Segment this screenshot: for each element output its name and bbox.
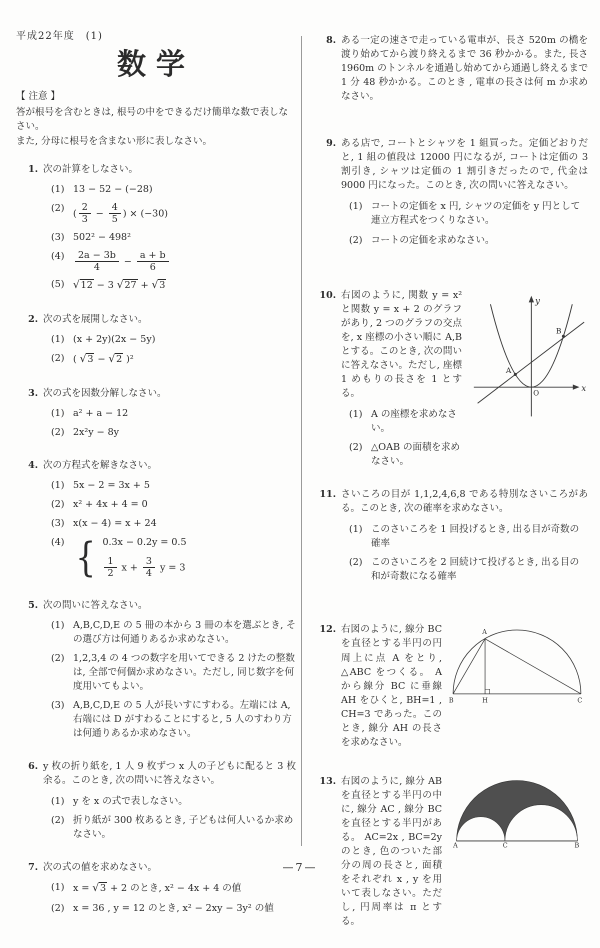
item-expression: $\frac{2a - 3b}{4}$ − $\frac{a + b}{6}$	[73, 250, 296, 274]
problem-lead: ある店で, コートとシャツを 1 組買った。定価どおりだと, 1 組の値段は 12000 円になるが, コートは定価の 3 割引き, シャツは定価の 1 割引きだったので, 代金は 9000 円になった。このとき, 次の問いに答えなさい。	[341, 138, 588, 192]
item-label: (2)	[51, 652, 65, 664]
notice-line: また, 分母に根号を含まない形に表しなさい。	[16, 135, 213, 147]
problem-item	[51, 652, 296, 694]
page-header: 平成22年度 (1)	[16, 31, 103, 42]
problem-item	[51, 699, 296, 741]
item-text: y を x の式で表しなさい。	[73, 796, 188, 808]
problem-title: 次の式を因数分解しなさい。	[43, 387, 167, 399]
problem-item	[51, 536, 296, 580]
item-label: (2)	[51, 353, 65, 365]
item-text: 1,2,3,4 の 4 つの数字を用いてできる 2 けたの整数は, 全部で何個か求めなさい。ただし, 同じ数字を何度用いてもよい。	[73, 652, 295, 692]
item-label: (2)	[51, 498, 65, 510]
graph-point-b-label: B	[555, 325, 562, 335]
problem-title: 次の方程式を解きなさい。	[43, 459, 158, 471]
item-label: (3)	[51, 699, 65, 711]
item-text: A,B,C,D,E の 5 冊の本から 3 冊の本を選ぶとき, その選び方は何通りあるか求めなさい。	[73, 619, 296, 645]
problem-10	[314, 289, 588, 475]
item-label: (1)	[51, 479, 65, 491]
item-expression: ( $\frac{2}{3}$ − $\frac{4}{5}$ ) × (−30)	[73, 201, 168, 226]
problem-number: 4.	[28, 459, 38, 471]
item-label: (4)	[51, 536, 65, 548]
item-text: A の座標を求めなさい。	[371, 408, 457, 434]
graph-origin-label: O	[533, 388, 540, 398]
figure-point-b-label: B	[574, 841, 580, 848]
item-label: (2)	[349, 442, 363, 454]
problem-item	[349, 523, 588, 551]
problem-12	[314, 623, 588, 756]
problem-lead: ある一定の速さで走っている電車が、長さ 520m の橋を渡り始めてから渡り終えるまで 36 秒かかる。また, 長さ 1960m のトンネルを通過し始めてから通過し終えるまで 1 分 48 秒かかる。このとき , 電車の長さは何 m か求めなさい。	[341, 35, 588, 103]
item-label: (2)	[51, 815, 65, 827]
semicircle-arc	[453, 630, 581, 694]
item-text: △OAB の面積を求めなさい。	[371, 442, 460, 468]
problem-9	[314, 137, 588, 252]
problem-2	[16, 313, 296, 373]
problem-title: 次の式を展開しなさい。	[43, 313, 148, 325]
item-expression: 502² − 498²	[73, 231, 131, 243]
problem-1	[16, 163, 296, 299]
problem-lead: y 枚の折り紙を, 1 人 9 枚ずつ x 人の子どもに配ると 3 枚余る。このとき, 次の問いに答えなさい。	[43, 761, 296, 787]
item-expression: x = √3 + 2 のとき, x² − 4x + 4 の値	[73, 882, 242, 895]
problem-item	[349, 441, 462, 469]
problem-number: 13.	[319, 775, 336, 787]
item-label: (1)	[349, 201, 363, 213]
item-label: (2)	[51, 902, 65, 914]
item-expression: x = 36 , y = 12 のとき, x² − 2xy − 3y² の値	[73, 902, 274, 914]
semicircle-triangle-figure	[446, 625, 588, 705]
left-column	[16, 30, 296, 933]
problem-item	[51, 250, 296, 274]
item-label: (2)	[349, 557, 363, 569]
problem-item	[51, 278, 296, 293]
figure-point-a-label: A	[453, 841, 458, 848]
system-equation: 0.3x − 0.2y = 0.5	[102, 536, 187, 548]
function-graph-figure	[470, 291, 588, 423]
segment-ba	[453, 639, 485, 694]
problem-3	[16, 387, 296, 445]
problem-item	[51, 814, 296, 842]
problem-6	[16, 760, 296, 847]
notice-line: 答が根号を含むときは, 根号の中をできるだけ簡単な数で表しなさい。	[16, 106, 289, 132]
figure-point-h-label: H	[482, 696, 488, 705]
item-label: (5)	[51, 279, 65, 291]
problem-number: 10.	[319, 289, 336, 301]
equation-system	[73, 536, 187, 580]
item-expression: (x + 2y)(2x − 5y)	[73, 334, 156, 345]
item-expression: 2x²y − 8y	[73, 426, 119, 438]
graph-point-a-label: A	[505, 365, 512, 375]
problem-item	[51, 881, 296, 896]
problem-item	[349, 556, 588, 584]
item-label: (3)	[51, 517, 65, 529]
problem-item	[51, 426, 296, 440]
problem-number: 6.	[28, 761, 38, 773]
problem-title: 次の計算をしなさい。	[43, 163, 139, 175]
problem-number: 5.	[28, 599, 38, 611]
problem-number: 11.	[319, 489, 336, 501]
graph-y-label: y	[535, 294, 540, 305]
item-text: 折り紙が 300 枚あるとき, 子どもは何人いるか求めなさい。	[73, 815, 294, 841]
shaded-semicircles-figure	[446, 777, 588, 848]
problem-item	[51, 231, 296, 245]
item-label: (1)	[51, 619, 65, 631]
problem-title: 次の式の値を求めなさい。	[43, 862, 158, 874]
problem-13	[314, 775, 588, 937]
problem-item	[51, 619, 296, 647]
notice-label: 【 注意 】	[16, 90, 61, 102]
right-angle-mark	[485, 690, 490, 695]
segment-ac	[485, 639, 581, 694]
problem-11	[314, 488, 588, 589]
x-axis-arrow-icon	[573, 384, 580, 389]
problem-item	[51, 202, 296, 226]
problem-lead: 右図のように, 関数 y = x² と関数 y = x + 2 のグラフがあり, 2 つのグラフの交点を, x 座標の小さい順に A,B とする。このとき, 次の問いに答えなさい。ただし, 座標 1 めもりの長さを 1 とする。	[341, 289, 462, 399]
item-expression: 5x − 2 = 3x + 5	[73, 479, 150, 491]
item-text: コートの定価を x 円, シャツの定価を y 円として連立方程式をつくりなさい。	[371, 201, 581, 227]
item-text: コートの定価を求めなさい。	[371, 234, 495, 246]
item-label: (1)	[51, 407, 65, 419]
system-equation: $\frac{1}{2}$ x + $\frac{3}{4}$ y = 3	[102, 556, 186, 580]
problem-number: 3.	[28, 387, 38, 399]
problem-item	[51, 498, 296, 512]
system-brace: {	[75, 534, 96, 581]
item-expression: √12 − 3 √27 + √3	[73, 279, 166, 292]
problem-item	[51, 479, 296, 493]
problem-lead: 右図のように, 線分 BC を直径とする半円の円周上に点 A をとり, △ABC をつくる。 A から線分 BC に垂線 AH をひくと, BH=1 , CH=3 であった。このとき, 線分 AH の長さを求めなさい。	[341, 624, 442, 748]
problem-lead: 右図のように, 線分 AB を直径とする半円の中に, 線分 AC , 線分 BC を直径とする半円がある。 AC=2x , BC=2y のとき, 色のついた部分の周の長さと, 面積をそれぞれ x , y を用いて表しなさい。ただし, 円周率は π とする。	[341, 775, 442, 928]
item-label: (1)	[51, 334, 65, 345]
item-label: (1)	[349, 524, 363, 536]
figure-point-b-label: B	[448, 696, 454, 705]
item-label: (2)	[349, 234, 363, 246]
problem-5	[16, 599, 296, 746]
item-label: (1)	[349, 408, 363, 420]
problem-item	[51, 352, 296, 367]
item-expression: ( √3 − √2 )²	[73, 353, 134, 366]
problem-lead: さいころの目が 1,1,2,4,6,8 である特別なさいころがある。このとき, 次の確率を求めなさい。	[341, 489, 588, 515]
problem-number: 9.	[326, 138, 336, 150]
item-label: (2)	[51, 202, 65, 214]
problem-item	[51, 183, 296, 197]
item-label: (1)	[51, 882, 65, 894]
item-expression: 13 − 52 − (−28)	[73, 183, 153, 195]
column-divider	[301, 36, 302, 846]
item-expression: a² + a − 12	[73, 407, 129, 419]
page-number: —7—	[282, 860, 318, 874]
problem-item	[349, 200, 588, 228]
point-a	[514, 372, 517, 375]
y-axis-arrow-icon	[529, 295, 534, 302]
notice-block	[16, 90, 296, 149]
problem-number: 2.	[28, 313, 38, 325]
figure-point-a-label: A	[482, 628, 487, 637]
problem-8	[314, 34, 588, 111]
item-label: (1)	[51, 796, 65, 808]
item-label: (1)	[51, 183, 65, 195]
figure-point-c-label: C	[577, 696, 583, 705]
item-text: A,B,C,D,E の 5 人が長いすにすわる。左端には A, 右端には D がすわることにすると, 5 人のすわり方は何通りあるか求めなさい。	[73, 699, 292, 740]
problem-item	[349, 408, 462, 436]
item-label: (3)	[51, 231, 65, 243]
problem-item	[349, 234, 588, 248]
problem-4	[16, 459, 296, 585]
point-b	[562, 334, 565, 337]
problem-number: 12.	[319, 624, 336, 636]
item-label: (4)	[51, 250, 65, 262]
figure-point-c-label: C	[502, 841, 508, 848]
problem-item	[51, 902, 296, 916]
problem-title: 次の問いに答えなさい。	[43, 599, 148, 611]
graph-x-label: x	[581, 382, 587, 393]
right-column	[314, 34, 588, 948]
problem-number: 7.	[28, 862, 38, 874]
problem-item	[51, 407, 296, 421]
problem-item	[51, 333, 296, 347]
item-expression: x(x − 4) = x + 24	[73, 517, 157, 529]
page-title: 数学	[116, 46, 195, 81]
problem-number: 8.	[326, 35, 336, 46]
item-label: (2)	[51, 426, 65, 438]
item-text: このさいころを 2 回続けて投げるとき, 出る目の和が奇数になる確率	[371, 557, 580, 583]
problem-number: 1.	[28, 163, 38, 175]
item-text: このさいころを 1 回投げるとき, 出る目が奇数の確率	[371, 524, 580, 550]
item-expression: x² + 4x + 4 = 0	[73, 498, 148, 510]
problem-item	[51, 517, 296, 531]
problem-item	[51, 795, 296, 809]
